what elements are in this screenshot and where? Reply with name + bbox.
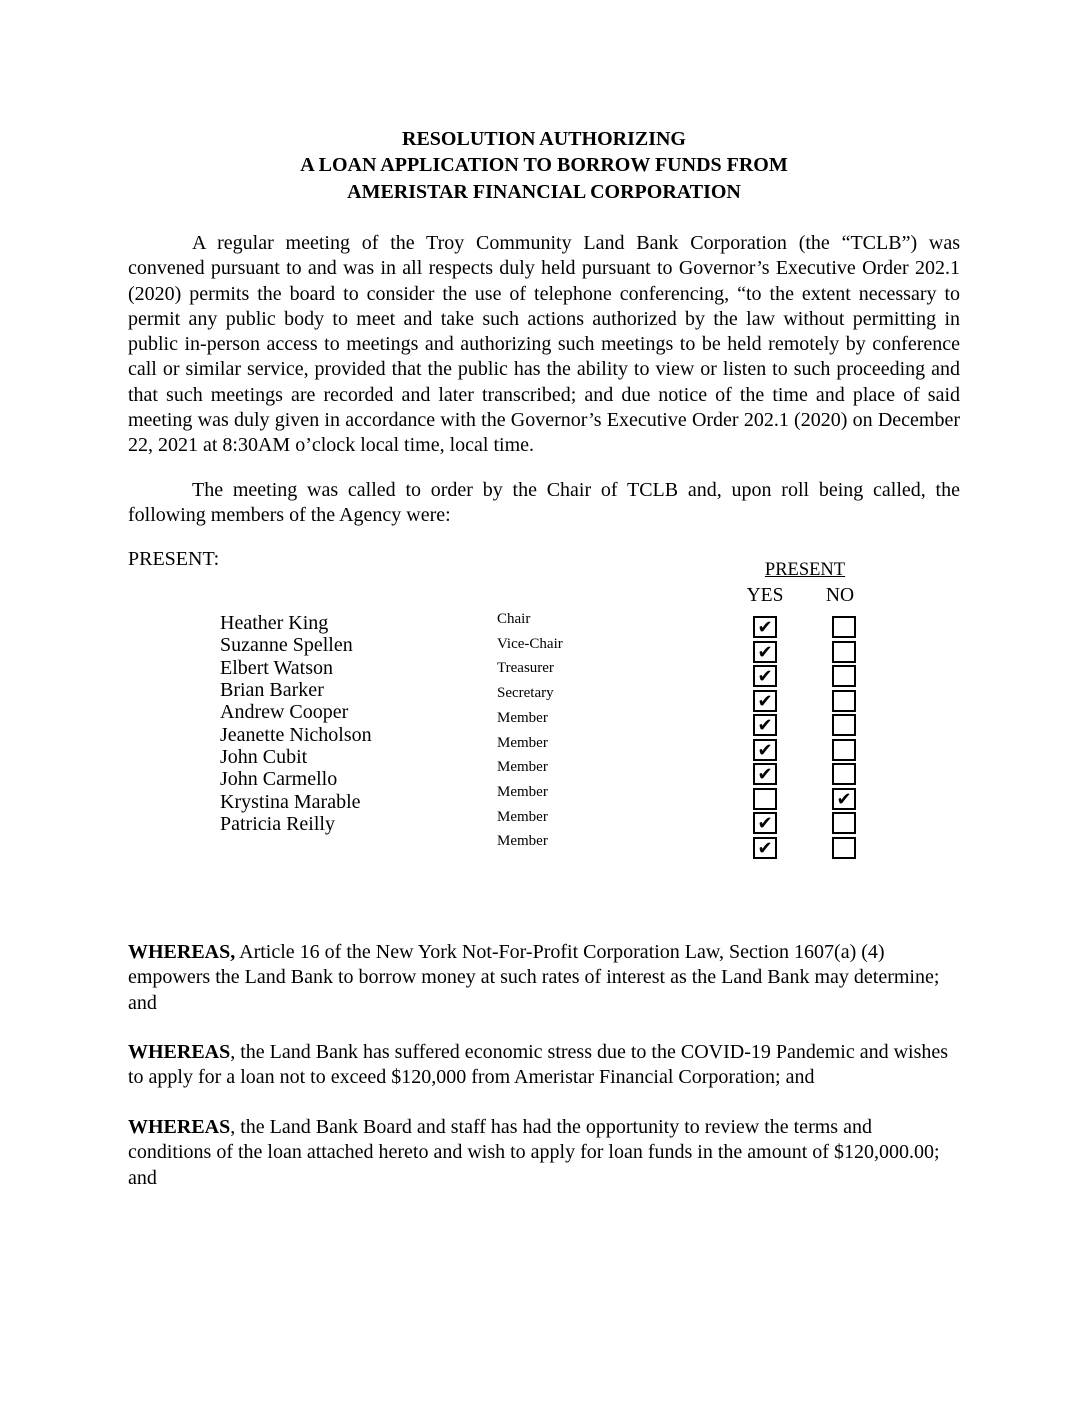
no-checkbox: ✔: [832, 788, 856, 810]
opening-paragraph: A regular meeting of the Troy Community Land Bank Corporation (the “TCLB”) was convened pursuant to and was in all respects duly held pursuant to Governor’s Executive Order 202.1 (2020) permits the board to consider the use of telephone conferencing, “to the extent necessary to permit any public body to meet and take such actions authorized by the law without permitting in public in-person access to meetings and authorizing such meetings to be held remotely by conference call or similar service, provided that the public has the ability to view or listen to such proceeding and that such meetings are recorded and later transcribed; and due notice of the time and place of said meeting was duly given in accordance with the Governor’s Executive Order 202.1 (2020) on December 22, 2021 at 8:30AM o’clock local time, local time.: [128, 232, 960, 457]
member-name: Suzanne Spellen: [220, 634, 353, 657]
no-checkbox: [832, 837, 856, 859]
no-checkbox: [832, 641, 856, 663]
roll-call-yes-checkbox-column: [753, 616, 779, 861]
member-role: Member: [497, 759, 548, 776]
member-role: Member: [497, 734, 548, 751]
present-header-text: PRESENT: [764, 560, 846, 580]
whereas-clause-3: [128, 1115, 960, 1191]
member-role: Member: [497, 783, 548, 800]
yes-checkbox: ✔: [753, 812, 777, 834]
yes-column-header: YES: [746, 585, 784, 606]
no-checkbox: [832, 616, 856, 638]
no-checkbox: [832, 690, 856, 712]
yes-checkbox: ✔: [753, 690, 777, 712]
present-column-header: [745, 559, 865, 581]
title-line-3: AMERISTAR FINANCIAL CORPORATION: [347, 180, 741, 203]
whereas-lead: WHEREAS,: [128, 941, 236, 963]
whereas-text: , the Land Bank Board and staff has had the opportunity to review the terms and conditions of the loan attached hereto and wish to apply for loan funds in the amount of $120,000.00; and: [128, 1116, 940, 1189]
document-title: [128, 126, 960, 205]
member-name: Elbert Watson: [220, 656, 333, 679]
member-name: John Cubit: [220, 746, 308, 769]
member-role: Vice-Chair: [497, 635, 563, 652]
member-role: Member: [497, 808, 548, 825]
no-checkbox: [832, 763, 856, 785]
roll-call-names-column: [220, 612, 490, 835]
member-role: Secretary: [497, 685, 554, 702]
member-role: Member: [497, 833, 548, 850]
whereas-clause-2: [128, 1040, 960, 1091]
roll-call-intro-paragraph: The meeting was called to order by the Chair of TCLB and, upon roll being called, the following members of the Agency were:: [128, 479, 960, 527]
roll-call-roles-column: [497, 607, 637, 854]
whereas-lead: WHEREAS: [128, 1041, 231, 1063]
member-role: Member: [497, 709, 548, 726]
title-line-2: A LOAN APPLICATION TO BORROW FUNDS FROM: [300, 154, 788, 177]
no-column-header: NO: [825, 585, 855, 606]
whereas-text: Article 16 of the New York Not-For-Profit Corporation Law, Section 1607(a) (4) empowers the Land Bank to borrow money at such rates of interest as the Land Bank may determine; and: [128, 941, 940, 1014]
member-role: Treasurer: [497, 660, 554, 677]
no-checkbox: [832, 739, 856, 761]
no-checkbox: [832, 665, 856, 687]
member-name: Heather King: [220, 612, 329, 634]
yes-checkbox: ✔: [753, 763, 777, 785]
yes-checkbox: ✔: [753, 714, 777, 736]
member-name: Jeanette Nicholson: [220, 723, 372, 746]
member-name: John Carmello: [220, 768, 338, 791]
title-line-1: RESOLUTION AUTHORIZING: [402, 128, 686, 150]
yes-checkbox: ✔: [753, 739, 777, 761]
whereas-clause-1: [128, 940, 960, 1016]
member-role: Chair: [497, 611, 531, 627]
no-checkbox: [832, 714, 856, 736]
member-name: Patricia Reilly: [220, 813, 335, 836]
yes-checkbox: ✔: [753, 665, 777, 687]
yes-checkbox: ✔: [753, 837, 777, 859]
present-label: PRESENT:: [128, 548, 220, 570]
whereas-lead: WHEREAS: [128, 1116, 231, 1138]
whereas-text: , the Land Bank has suffered economic stress due to the COVID-19 Pandemic and wishes to apply for a loan not to exceed $120,000 from Ameristar Financial Corporation; and: [128, 1041, 949, 1089]
member-name: Krystina Marable: [220, 790, 361, 813]
yes-checkbox: [753, 788, 777, 810]
roll-call-no-checkbox-column: [832, 616, 858, 861]
yes-checkbox: ✔: [753, 616, 777, 638]
member-name: Brian Barker: [220, 679, 324, 702]
member-name: Andrew Cooper: [220, 701, 349, 724]
no-checkbox: [832, 812, 856, 834]
yes-checkbox: ✔: [753, 641, 777, 663]
